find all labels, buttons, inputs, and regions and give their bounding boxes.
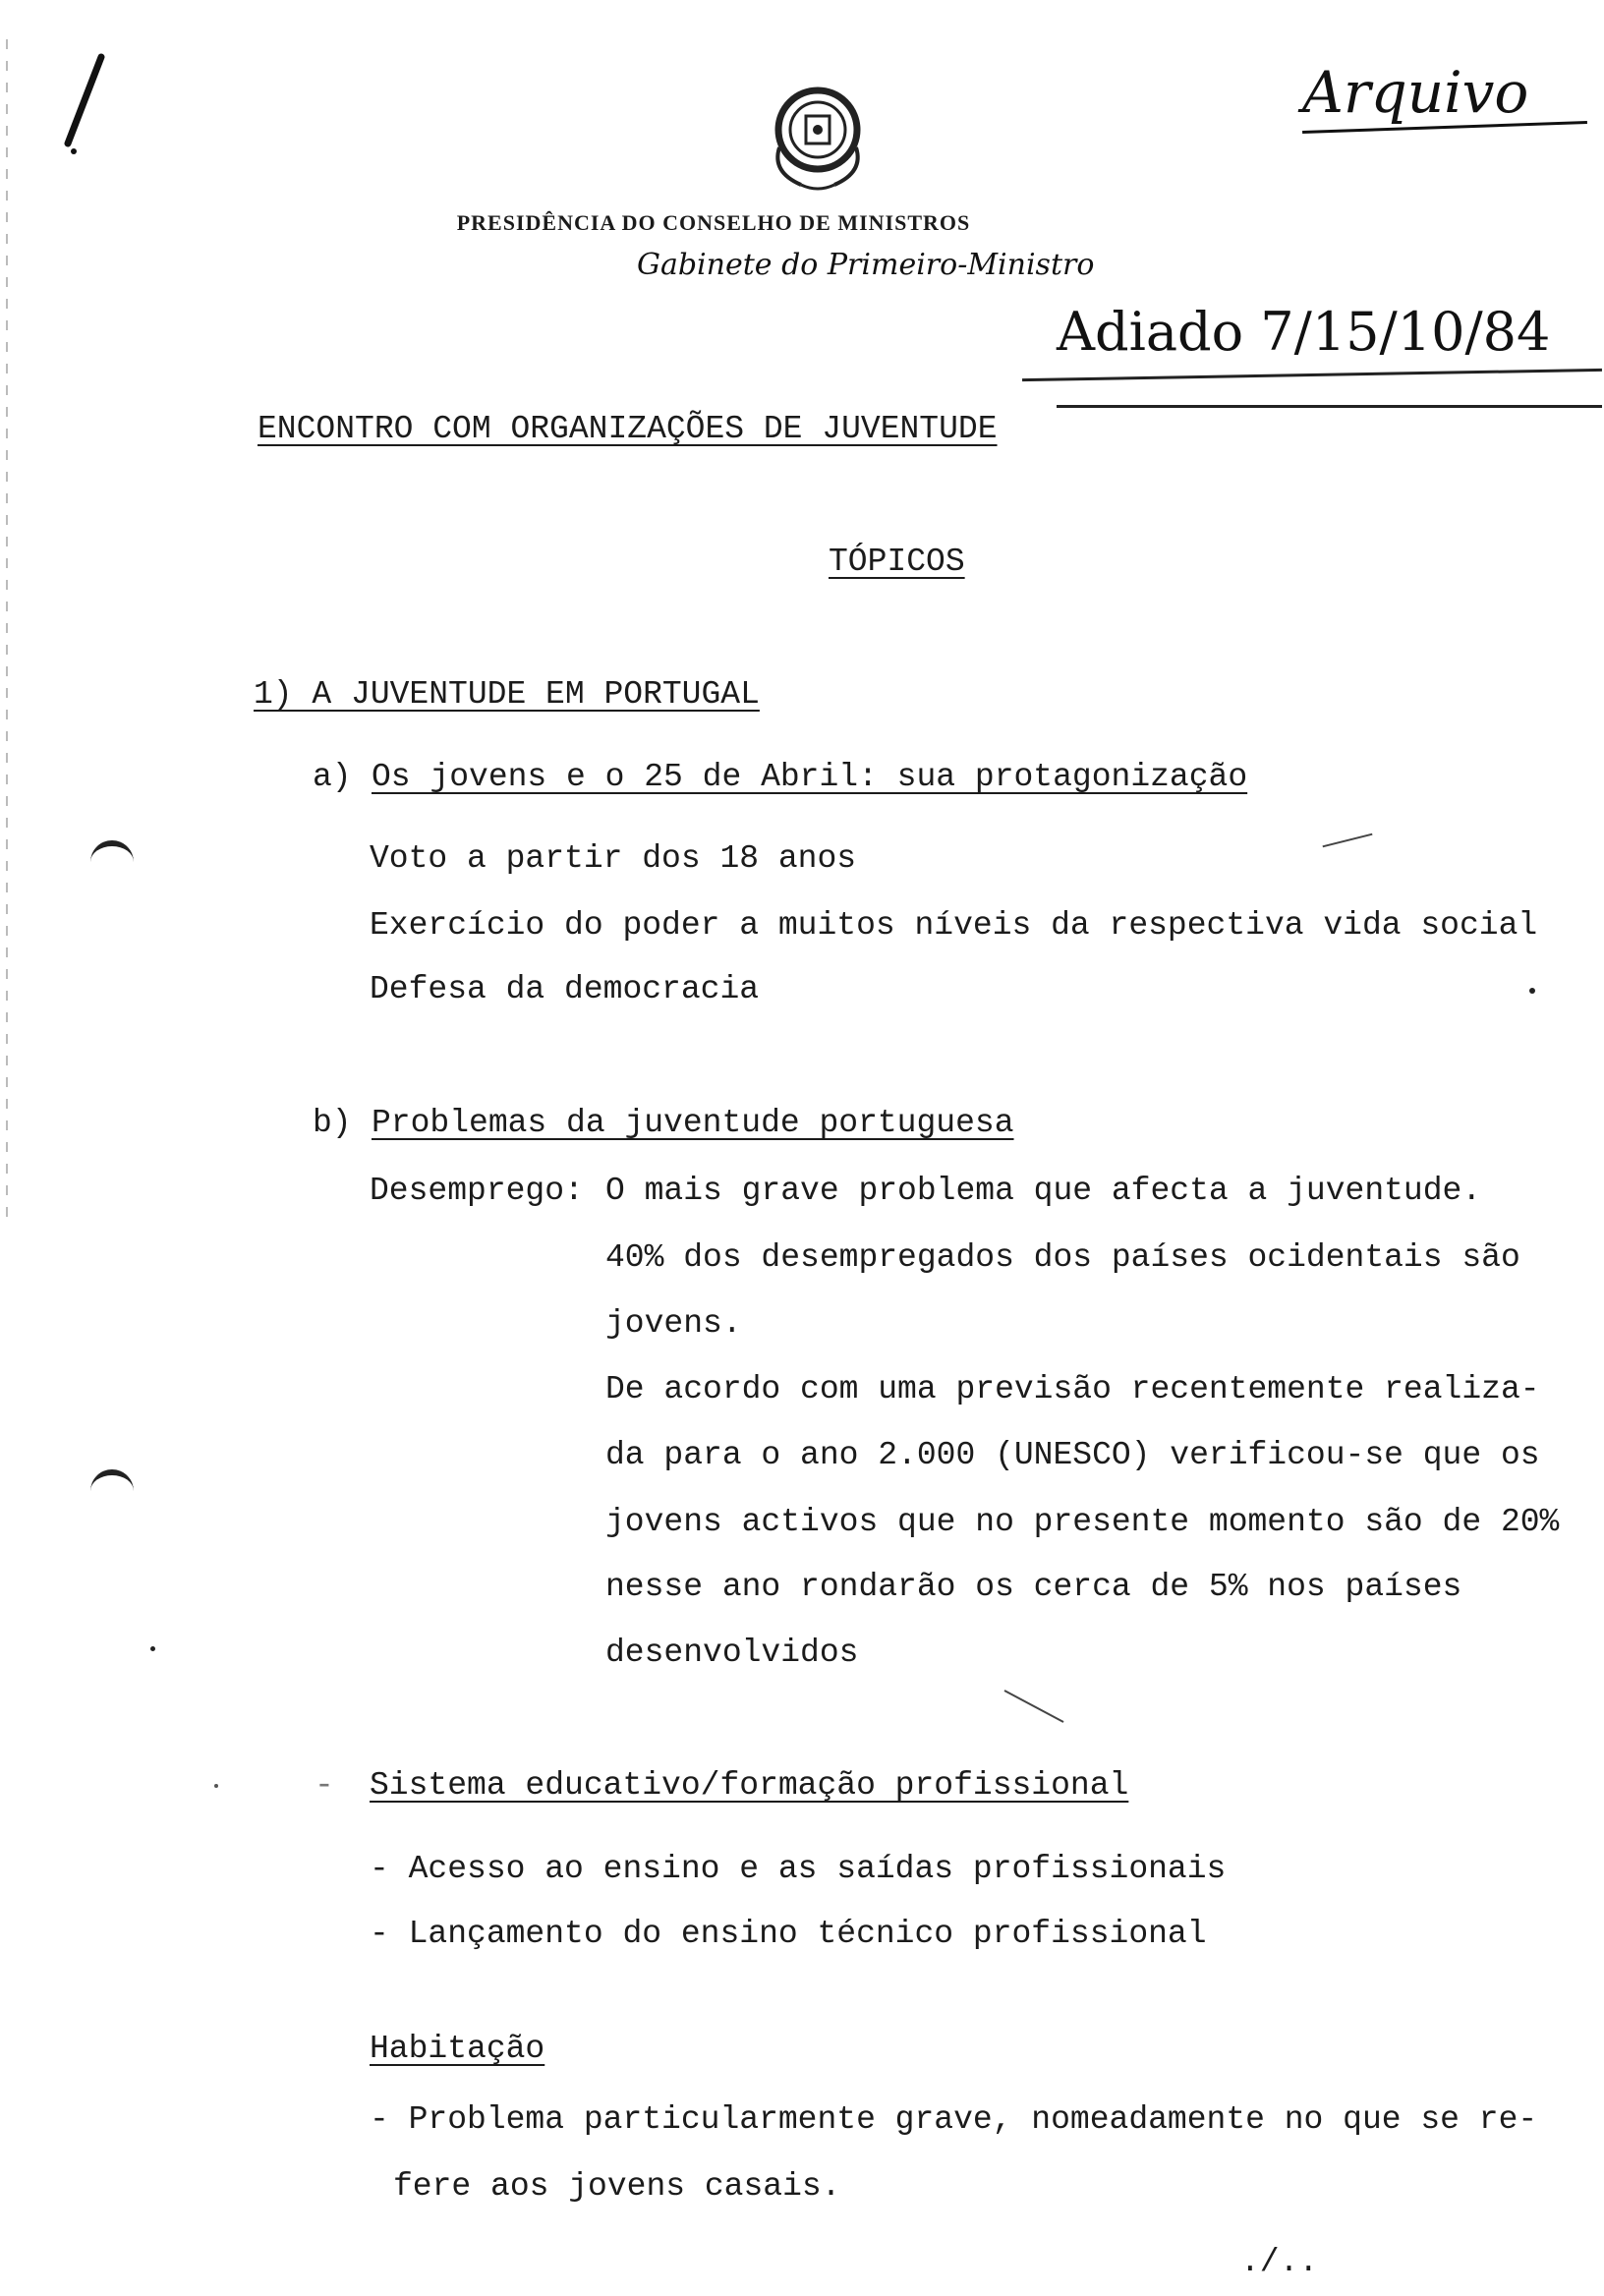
unemployment-line: O mais grave problema que afecta a juventude. [605,1173,1482,1209]
unemployment-label: Desemprego: [370,1173,584,1209]
scan-stroke [1323,833,1373,848]
scan-stroke [1004,1690,1064,1723]
unemployment-line: jovens activos que no presente momento são de 20% [605,1504,1560,1540]
subsection-c-heading: Sistema educativo/formação profissional [370,1767,1129,1804]
scan-speck [150,1646,155,1651]
handwritten-archive-note: Arquivo [1302,59,1529,126]
binder-mark-top [90,840,134,868]
handwritten-slash-mark [54,49,113,157]
unemployment-line: nesse ano rondarão os cerca de 5% nos países [605,1569,1462,1605]
unemployment-line: da para o ano 2.000 (UNESCO) verificou-se que os [605,1437,1540,1473]
housing-line: - Problema particularmente grave, nomeadamente no que se re- [370,2101,1538,2138]
subsection-c-marker: - [315,1767,334,1804]
subsection-d-heading: Habitação [370,2031,545,2067]
subsection-b-marker: b) [313,1105,352,1141]
subsection-a-item: Exercício do poder a muitos níveis da respectiva vida social [370,907,1538,944]
housing-line: fere aos jovens casais. [393,2168,841,2205]
subsection-b-heading: Problemas da juventude portuguesa [372,1105,1014,1141]
subsection-c-item: - Lançamento do ensino técnico profissional [370,1916,1207,1952]
subsection-c-item: - Acesso ao ensino e as saídas profissionais [370,1851,1227,1887]
scan-speck [1529,988,1535,994]
handwritten-rule-2 [1057,405,1602,408]
document-title: ENCONTRO COM ORGANIZAÇÕES DE JUVENTUDE [258,411,998,447]
section-1-heading: 1) A JUVENTUDE EM PORTUGAL [254,676,760,713]
letterhead-organization: PRESIDÊNCIA DO CONSELHO DE MINISTROS [456,210,971,235]
subsection-a-item: Defesa da democracia [370,971,760,1007]
scan-speck [214,1784,218,1788]
unemployment-line: De acordo com uma previsão recentemente realiza- [605,1371,1540,1407]
unemployment-line: jovens. [605,1305,742,1342]
unemployment-line: 40% dos desempregados dos países ocidentais são [605,1239,1520,1276]
subsection-a-item: Voto a partir dos 18 anos [370,840,857,877]
letterhead-office: Gabinete do Primeiro-Ministro [637,248,1095,282]
handwritten-rule-1 [1022,369,1602,381]
continuation-marker: ./.. [1240,2244,1319,2280]
binder-mark-bottom [90,1469,134,1497]
subsection-a-marker: a) [313,759,352,795]
handwritten-postponed-note: Adiado 7/15/10/84 [1057,301,1551,363]
coat-of-arms-emblem [762,79,875,197]
subsection-a-heading: Os jovens e o 25 de Abril: sua protagonização [372,759,1248,795]
unemployment-line: desenvolvidos [605,1635,859,1671]
document-subtitle: TÓPICOS [829,544,965,580]
